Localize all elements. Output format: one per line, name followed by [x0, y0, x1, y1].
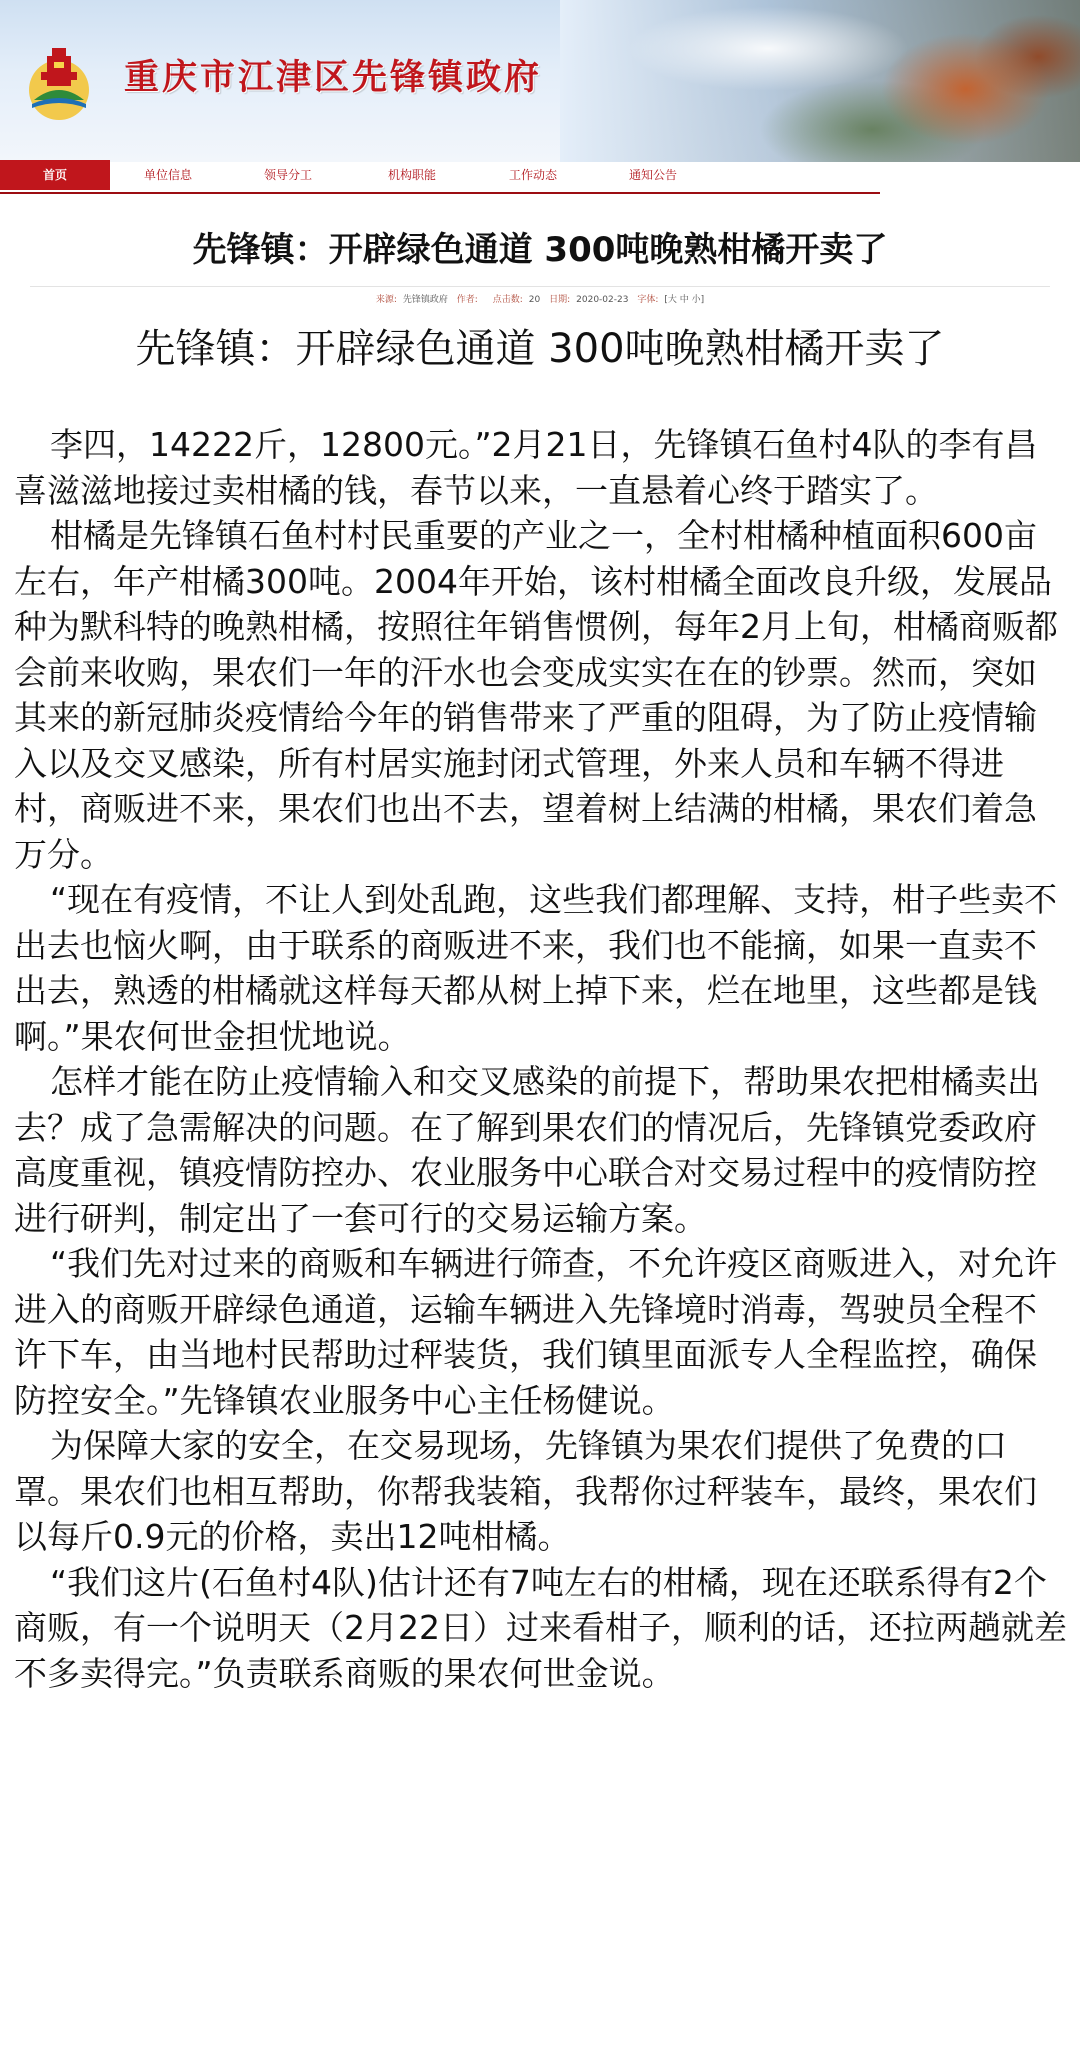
- article-paragraph: 怎样才能在防止疫情输入和交叉感染的前提下，帮助果农把柑橘卖出去？成了急需解决的问题。在了解到果农们的情况后，先锋镇党委政府高度重视，镇疫情防控办、农业服务中心联合对交易过程中的疫情防控进行研判，制定出了一套可行的交易运输方案。: [14, 1062, 1040, 1238]
- article-paragraph: “我们先对过来的商贩和车辆进行筛查，不允许疫区商贩进入，对允许进入的商贩开辟绿色通道，运输车辆进入先锋境时消毒，驾驶员全程不许下车，由当地村民帮助过秤装货，我们镇里面派专人全程监控，确保防控安全。”先锋镇农业服务中心主任杨健说。: [14, 1244, 1058, 1420]
- article-paragraph: 柑橘是先锋镇石鱼村村民重要的产业之一，全村柑橘种植面积600亩左右，年产柑橘300吨。2004年开始，该村柑橘全面改良升级，发展品种为默科特的晚熟柑橘，按照往年销售惯例，每年2月上旬，柑橘商贩都会前来收购，果农们一年的汗水也会变成实实在在的钞票。然而，突如其来的新冠肺炎疫情给今年的销售带来了严重的阻碍，为了防止疫情输入以及交叉感染，所有村居实施封闭式管理，外来人员和车辆不得进村，商贩进不来，果农们也出不去，望着树上结满的柑橘，果农们着急万分。: [14, 516, 1058, 874]
- site-title: 重庆市江津区先锋镇政府: [124, 57, 543, 98]
- nav-item-home[interactable]: 首页: [0, 160, 110, 190]
- nav-item-work-news[interactable]: 工作动态: [508, 168, 557, 182]
- banner-landscape-image: [560, 0, 1080, 162]
- date-label: 日期:: [549, 295, 571, 305]
- meta-divider: [30, 286, 1050, 287]
- source-value: 先锋镇政府: [402, 295, 448, 305]
- article-title: 先锋镇：开辟绿色通道 300吨晚熟柑橘开卖了: [192, 230, 888, 270]
- font-size-options[interactable]: [大 中 小]: [664, 295, 705, 305]
- nav-item-leadership[interactable]: 领导分工: [263, 168, 312, 182]
- article-paragraph: 为保障大家的安全，在交易现场，先锋镇为果农们提供了免费的口罩。果农们也相互帮助，你帮我装箱，我帮你过秤装车，最终，果农们以每斤0.9元的价格，卖出12吨柑橘。: [14, 1426, 1037, 1556]
- article-body: [14, 422, 1068, 1696]
- article-paragraph: “现在有疫情，不让人到处乱跑，这些我们都理解、支持，柑子些卖不出去也恼火啊，由于联系的商贩进不来，我们也不能摘，如果一直卖不出去，熟透的柑橘就这样每天都从树上掉下来，烂在地里，这些都是钱啊。”果农何世金担忧地说。: [14, 880, 1058, 1056]
- source-label: 来源:: [375, 295, 397, 305]
- nav-item-notices[interactable]: 通知公告: [628, 168, 677, 182]
- font-size-label: 字体:: [637, 295, 659, 305]
- clicks-value: 20: [528, 295, 541, 305]
- main-nav: [0, 160, 880, 194]
- site-banner: [0, 0, 1080, 162]
- date-value: 2020-02-23: [576, 295, 629, 305]
- nav-item-unit-info[interactable]: 单位信息: [143, 168, 192, 182]
- nav-item-functions[interactable]: 机构职能: [387, 168, 436, 182]
- article-inner-title: 先锋镇：开辟绿色通道 300吨晚熟柑橘开卖了: [135, 326, 945, 372]
- government-logo-icon: [14, 42, 104, 122]
- article-paragraph: 李四，14222斤，12800元。”2月21日，先锋镇石鱼村4队的李有昌喜滋滋地接过卖柑橘的钱，春节以来，一直悬着心终于踏实了。: [14, 425, 1038, 510]
- article-paragraph: “我们这片(石鱼村4队)估计还有7吨左右的柑橘，现在还联系得有2个商贩，有一个说明天（2月22日）过来看柑子，顺利的话，还拉两趟就差不多卖得完。”负责联系商贩的果农何世金说。: [14, 1562, 1067, 1693]
- author-label: 作者:: [456, 295, 478, 305]
- clicks-label: 点击数:: [492, 295, 523, 305]
- article-meta: [0, 292, 1080, 305]
